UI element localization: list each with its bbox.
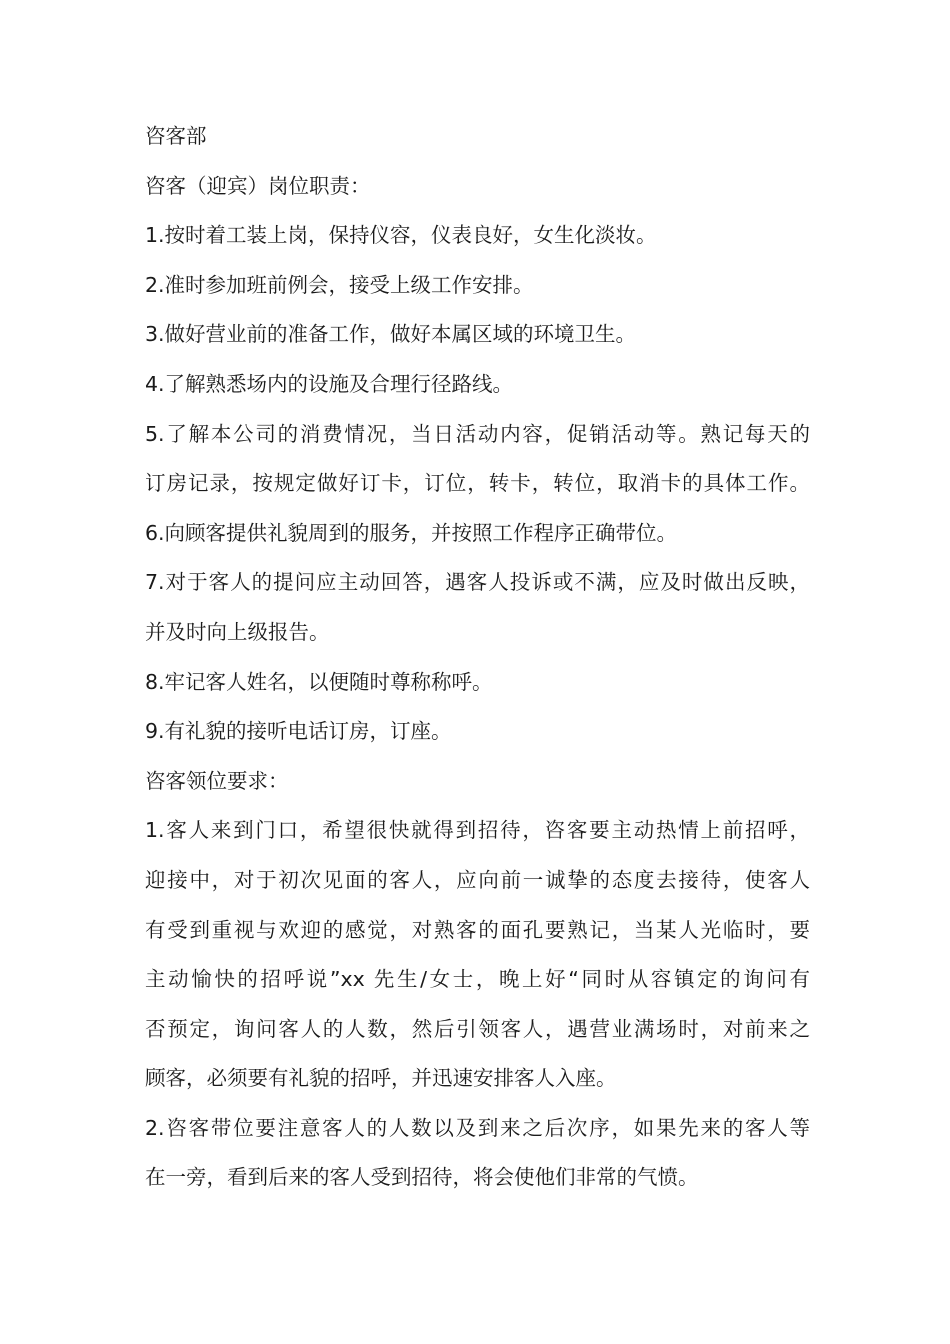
document-body bbox=[145, 112, 810, 1203]
duty-item-1: 1.按时着工装上岗，保持仪容，仪表良好，女生化淡妆。 bbox=[145, 223, 657, 248]
seating-item-1-line-4: 主动愉快的招呼说”xx 先生/女士，晚上好“同时从容镇定的询问有 bbox=[145, 967, 810, 992]
duty-item-7-line-2: 并及时向上级报告。 bbox=[145, 619, 330, 644]
seating-item-2-line-2: 在一旁，看到后来的客人受到招待，将会使他们非常的气愤。 bbox=[145, 1165, 699, 1190]
heading-department: 咨客部 bbox=[145, 124, 207, 148]
section-title-seating: 咨客领位要求： bbox=[145, 768, 289, 793]
duty-item-8: 8.牢记客人姓名，以便随时尊称称呼。 bbox=[145, 669, 493, 694]
section-title-duties: 咨客（迎宾）岗位职责： bbox=[145, 173, 371, 198]
seating-item-2-line-1: 2.咨客带位要注意客人的人数以及到来之后次序，如果先来的客人等 bbox=[145, 1115, 810, 1140]
seating-item-1-line-1: 1.客人来到门口，希望很快就得到招待，咨客要主动热情上前招呼， bbox=[145, 818, 810, 843]
seating-item-1-line-5: 否预定，询问客人的人数，然后引领客人，遇营业满场时，对前来之 bbox=[145, 1016, 810, 1041]
duty-item-9: 9.有礼貌的接听电话订房，订座。 bbox=[145, 719, 452, 744]
duty-item-3: 3.做好营业前的准备工作，做好本属区域的环境卫生。 bbox=[145, 322, 637, 347]
duty-item-2: 2.准时参加班前例会，接受上级工作安排。 bbox=[145, 272, 534, 297]
seating-item-1-line-6: 顾客，必须要有礼貌的招呼，并迅速安排客人入座。 bbox=[145, 1066, 617, 1091]
duty-item-4: 4.了解熟悉场内的设施及合理行径路线。 bbox=[145, 371, 514, 396]
seating-item-1-line-2: 迎接中，对于初次见面的客人，应向前一诚挚的态度去接待，使客人 bbox=[145, 867, 810, 892]
duty-item-6: 6.向顾客提供礼貌周到的服务，并按照工作程序正确带位。 bbox=[145, 520, 678, 545]
duty-item-5-line-2: 订房记录，按规定做好订卡，订位，转卡，转位，取消卡的具体工作。 bbox=[145, 471, 810, 496]
duty-item-5-line-1: 5.了解本公司的消费情况，当日活动内容，促销活动等。熟记每天的 bbox=[145, 421, 810, 446]
seating-item-1-line-3: 有受到重视与欢迎的感觉，对熟客的面孔要熟记，当某人光临时，要 bbox=[145, 917, 810, 942]
duty-item-7-line-1: 7.对于客人的提问应主动回答，遇客人投诉或不满，应及时做出反映， bbox=[145, 570, 810, 595]
